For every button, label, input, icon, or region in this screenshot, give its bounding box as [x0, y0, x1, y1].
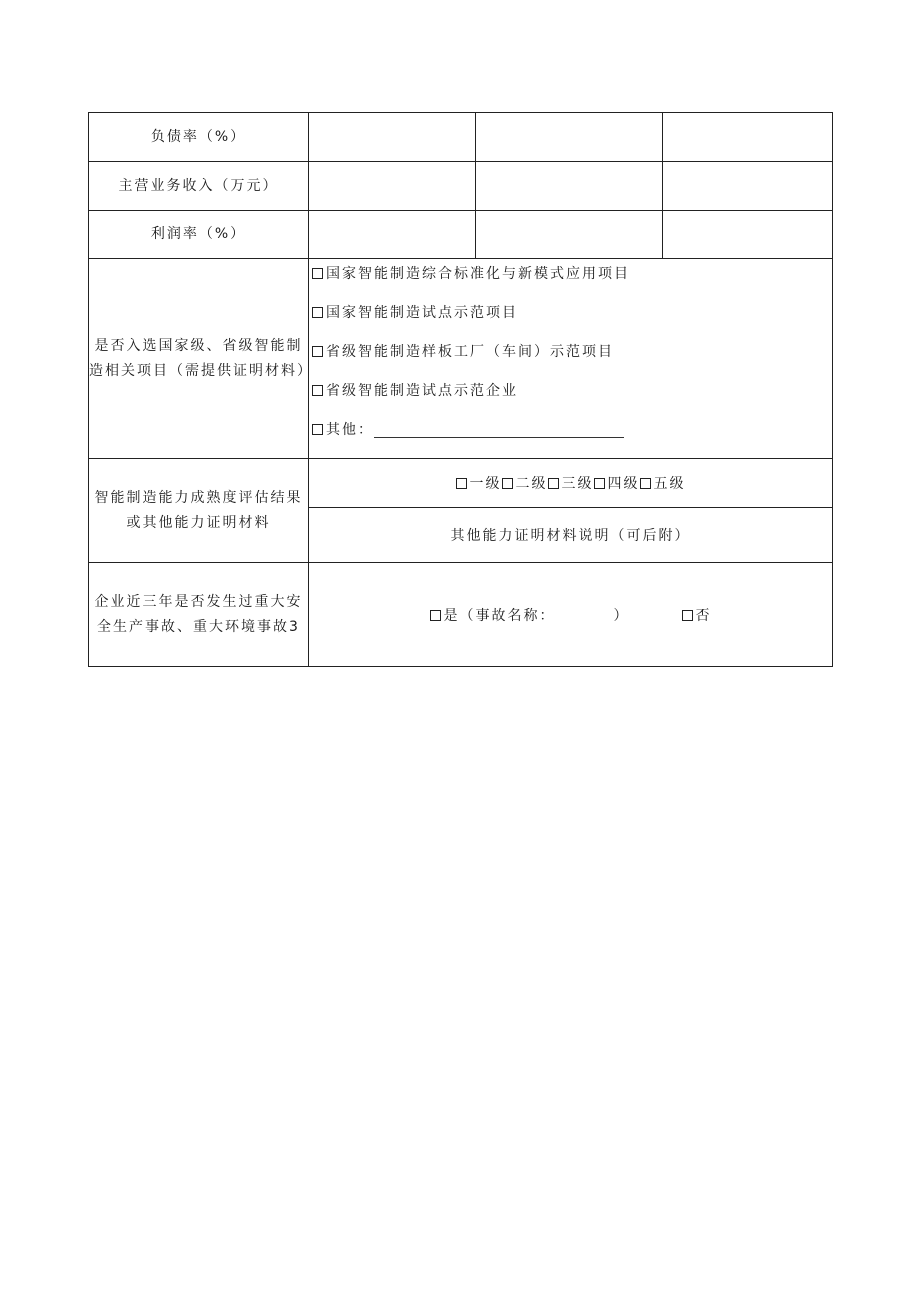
project-option-1[interactable]	[309, 261, 832, 300]
profit-rate-value-3[interactable]	[663, 211, 833, 259]
level-option-3[interactable]	[548, 476, 594, 492]
project-option-2-label: 国家智能制造试点示范项目	[326, 305, 518, 321]
project-option-other-label: 其他：	[326, 422, 374, 438]
project-option-4[interactable]	[309, 378, 832, 417]
accident-yes-close: ）	[613, 607, 630, 624]
level-option-2-label: 二级	[515, 476, 548, 492]
checkbox-icon[interactable]	[312, 424, 323, 435]
project-option-3-label: 省级智能制造样板工厂（车间）示范项目	[326, 344, 614, 360]
project-option-other[interactable]	[309, 417, 832, 456]
debt-ratio-value-2[interactable]	[476, 113, 663, 162]
row-projects	[89, 259, 833, 459]
debt-ratio-label: 负债率（%）	[89, 113, 309, 162]
checkbox-icon[interactable]	[312, 307, 323, 318]
checkbox-icon[interactable]	[594, 478, 605, 489]
level-option-5-label: 五级	[653, 476, 686, 492]
checkbox-icon[interactable]	[312, 268, 323, 279]
level-option-1-label: 一级	[469, 476, 502, 492]
main-revenue-value-1[interactable]	[309, 162, 476, 211]
main-revenue-label: 主营业务收入（万元）	[89, 162, 309, 211]
accident-no-option[interactable]	[682, 608, 712, 624]
level-option-4-label: 四级	[607, 476, 640, 492]
profit-rate-value-1[interactable]	[309, 211, 476, 259]
checkbox-icon[interactable]	[312, 385, 323, 396]
profit-rate-value-2[interactable]	[476, 211, 663, 259]
project-option-3[interactable]	[309, 339, 832, 378]
maturity-label: 智能制造能力成熟度评估结果或其他能力证明材料	[89, 459, 309, 563]
projects-options-cell	[309, 259, 833, 459]
accident-options-cell	[309, 563, 833, 667]
projects-label: 是否入选国家级、省级智能制造相关项目（需提供证明材料）	[89, 259, 309, 459]
accident-label: 企业近三年是否发生过重大安全生产事故、重大环境事故3	[89, 563, 309, 667]
level-option-5[interactable]	[640, 476, 686, 492]
main-revenue-value-2[interactable]	[476, 162, 663, 211]
level-option-2[interactable]	[502, 476, 548, 492]
project-option-1-label: 国家智能制造综合标准化与新模式应用项目	[326, 266, 630, 282]
other-fill-line[interactable]	[374, 423, 624, 438]
checkbox-icon[interactable]	[430, 610, 441, 621]
checkbox-icon[interactable]	[548, 478, 559, 489]
project-option-2[interactable]	[309, 300, 832, 339]
level-option-1[interactable]	[456, 476, 502, 492]
enterprise-info-form-table	[88, 112, 833, 667]
project-option-4-label: 省级智能制造试点示范企业	[326, 383, 518, 399]
checkbox-icon[interactable]	[456, 478, 467, 489]
accident-yes-option[interactable]	[430, 608, 630, 624]
accident-no-label: 否	[695, 607, 712, 624]
row-maturity-levels	[89, 459, 833, 508]
row-profit-rate	[89, 211, 833, 259]
level-option-4[interactable]	[594, 476, 640, 492]
main-revenue-value-3[interactable]	[663, 162, 833, 211]
accident-yes-label: 是（事故名称：	[443, 607, 556, 624]
row-accident	[89, 563, 833, 667]
row-debt-ratio	[89, 113, 833, 162]
profit-rate-label: 利润率（%）	[89, 211, 309, 259]
debt-ratio-value-3[interactable]	[663, 113, 833, 162]
maturity-levels-cell	[309, 459, 833, 508]
row-main-revenue	[89, 162, 833, 211]
level-option-3-label: 三级	[561, 476, 594, 492]
debt-ratio-value-1[interactable]	[309, 113, 476, 162]
checkbox-icon[interactable]	[502, 478, 513, 489]
checkbox-icon[interactable]	[640, 478, 651, 489]
maturity-note: 其他能力证明材料说明（可后附）	[309, 508, 833, 563]
checkbox-icon[interactable]	[312, 346, 323, 357]
checkbox-icon[interactable]	[682, 610, 693, 621]
